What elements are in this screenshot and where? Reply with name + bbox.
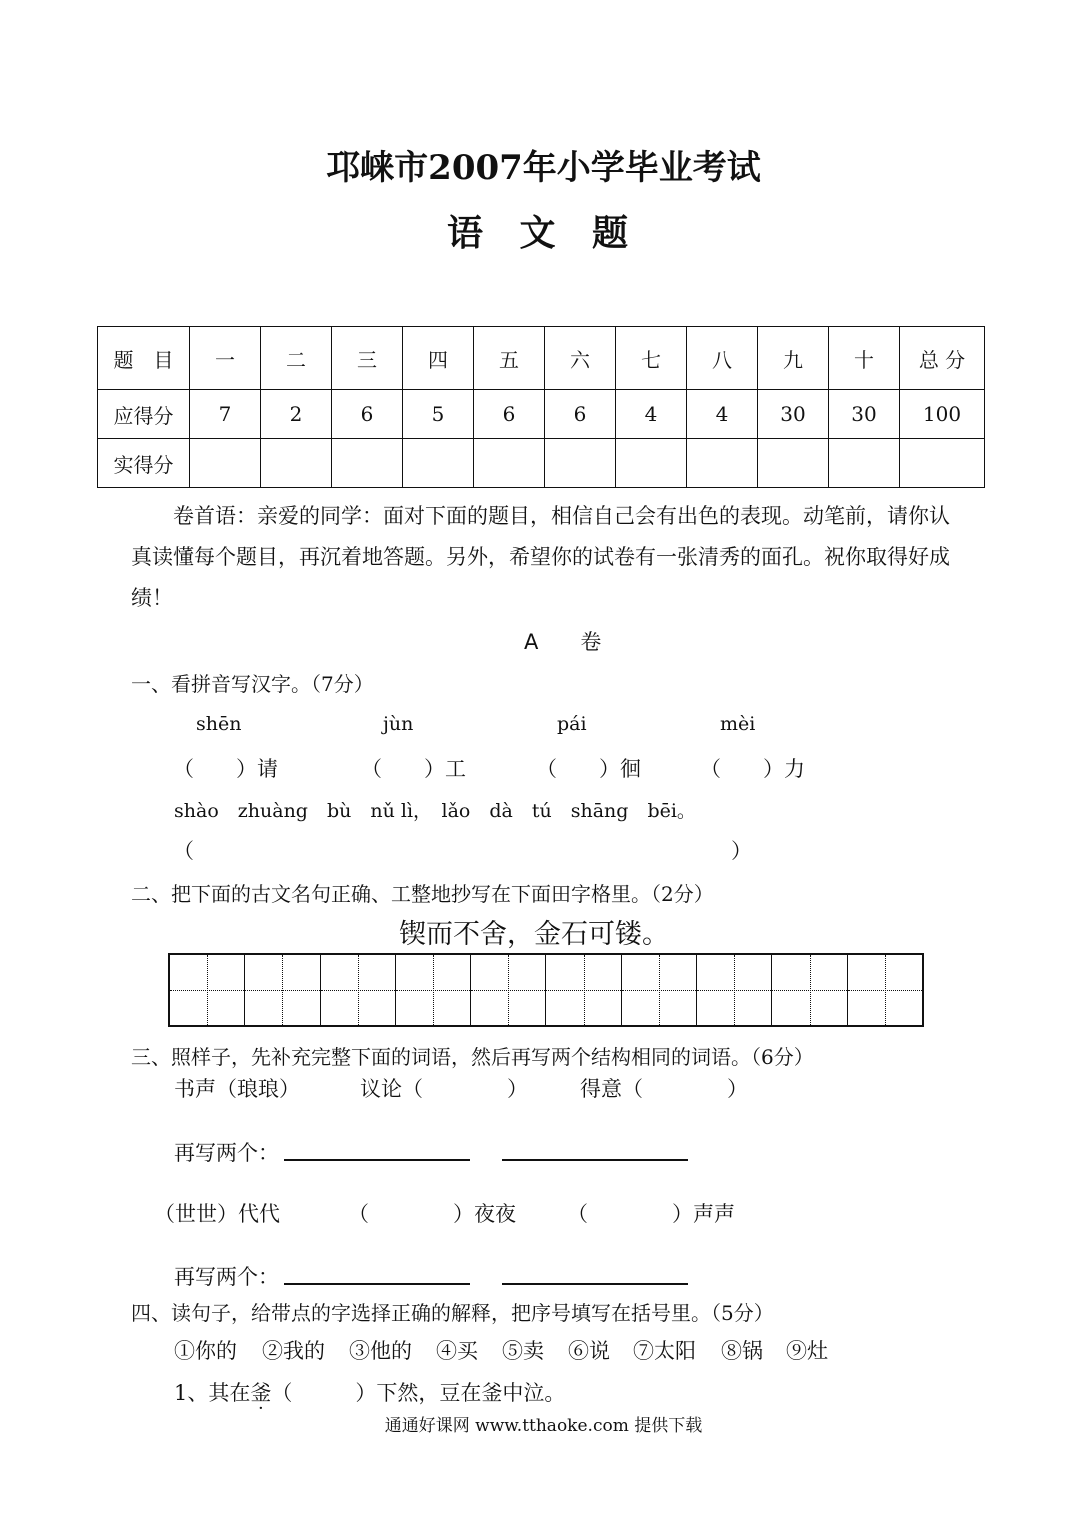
table-cell: 四	[403, 327, 474, 390]
score-entry-cell[interactable]	[190, 439, 261, 488]
table-cell: 七	[616, 327, 687, 390]
q4-item-1-prefix: 1、其在	[174, 1381, 251, 1405]
exam-subtitle: 语 文 题	[446, 212, 641, 254]
score-table	[97, 326, 985, 488]
q1-sentence-pinyin: shào zhuàng bù nǔ lì， lǎo dà tú shāng bēi。	[174, 800, 696, 822]
q3-example-1: 书声（琅琅）	[174, 1077, 300, 1101]
grid-cell[interactable]	[471, 955, 546, 1025]
q4-option: ④买	[436, 1339, 478, 1363]
q1-blank-4[interactable]: （ ）力	[700, 757, 805, 781]
q3-rewrite-label-2: 再写两个：	[174, 1265, 279, 1289]
score-entry-cell[interactable]	[261, 439, 332, 488]
table-cell: 2	[261, 390, 332, 439]
table-row-actual	[98, 439, 985, 488]
intro-paragraph: 卷首语：亲爱的同学：面对下面的题目，相信自己会有出色的表现。动笔前，请你认真读懂每个题目，再沉着地答题。另外，希望你的试卷有一张清秀的面孔。祝你取得好成绩！	[131, 504, 950, 610]
q4-item-1-suffix[interactable]: （ ）下然，豆在釜中泣。	[271, 1381, 566, 1405]
q1-blank-2[interactable]: （ ）工	[361, 757, 466, 781]
part-a-heading: A 卷	[524, 630, 602, 654]
q4-option: ⑨灶	[786, 1339, 828, 1363]
table-cell: 题 目	[98, 327, 190, 390]
score-entry-cell[interactable]	[687, 439, 758, 488]
grid-cell[interactable]	[772, 955, 847, 1025]
q1-sentence-open[interactable]: （	[173, 839, 194, 863]
table-cell: 二	[261, 327, 332, 390]
table-cell: 九	[758, 327, 829, 390]
q3-blank-2[interactable]: 得意（ ）	[580, 1077, 748, 1101]
table-row-points	[98, 390, 985, 439]
grid-cell[interactable]	[396, 955, 471, 1025]
grid-cell[interactable]	[848, 955, 922, 1025]
table-cell: 5	[403, 390, 474, 439]
table-cell: 4	[616, 390, 687, 439]
footer-text: 通通好课网 www.tthaoke.com 提供下载	[384, 1416, 703, 1436]
table-cell: 一	[190, 327, 261, 390]
exam-title: 邛崃市2007年小学毕业考试	[326, 148, 761, 188]
table-cell: 实得分	[98, 439, 190, 488]
score-entry-cell[interactable]	[332, 439, 403, 488]
table-cell: 30	[758, 390, 829, 439]
tianzige-grid[interactable]	[168, 953, 924, 1027]
answer-line[interactable]	[502, 1283, 688, 1285]
q1-pinyin-3: pái	[557, 713, 587, 735]
table-cell: 6	[474, 390, 545, 439]
q3-blank-1[interactable]: 议论（ ）	[360, 1077, 528, 1101]
score-entry-cell[interactable]	[900, 439, 985, 488]
q4-option: ③他的	[349, 1339, 412, 1363]
q1-blank-3[interactable]: （ ）徊	[536, 757, 641, 781]
table-cell: 十	[829, 327, 900, 390]
q1-sentence-close: ）	[731, 839, 752, 863]
table-cell: 五	[474, 327, 545, 390]
q4-option: ①你的	[174, 1339, 237, 1363]
grid-cell[interactable]	[245, 955, 320, 1025]
q3-blank-3[interactable]: （ ）夜夜	[348, 1202, 516, 1226]
q1-blank-1[interactable]: （ ）请	[173, 757, 278, 781]
q4-item-1	[174, 1377, 565, 1407]
table-cell: 应得分	[98, 390, 190, 439]
q3-blank-4[interactable]: （ ）声声	[567, 1202, 735, 1226]
q1-heading: 一、看拼音写汉字。（7分）	[131, 672, 374, 696]
score-entry-cell[interactable]	[474, 439, 545, 488]
q1-pinyin-1: shēn	[196, 713, 242, 735]
q1-pinyin-4: mèi	[720, 713, 756, 735]
grid-cell[interactable]	[170, 955, 245, 1025]
score-entry-cell[interactable]	[545, 439, 616, 488]
q4-heading: 四、读句子，给带点的字选择正确的解释，把序号填写在括号里。（5分）	[131, 1301, 774, 1325]
table-cell: 三	[332, 327, 403, 390]
q4-option: ②我的	[262, 1339, 325, 1363]
score-entry-cell[interactable]	[829, 439, 900, 488]
answer-line[interactable]	[502, 1159, 688, 1161]
grid-cell[interactable]	[546, 955, 621, 1025]
q3-heading: 三、照样子，先补充完整下面的词语，然后再写两个结构相同的词语。（6分）	[131, 1045, 814, 1069]
q2-quote: 锲而不舍，金石可镂。	[399, 919, 669, 950]
answer-line[interactable]	[284, 1283, 470, 1285]
table-cell: 100	[900, 390, 985, 439]
table-cell: 7	[190, 390, 261, 439]
table-cell: 八	[687, 327, 758, 390]
q4-item-1-dotted-char: 釜	[250, 1381, 272, 1405]
q2-heading: 二、把下面的古文名句正确、工整地抄写在下面田字格里。（2分）	[131, 882, 714, 906]
q4-option: ⑧锅	[721, 1339, 763, 1363]
answer-line[interactable]	[284, 1159, 470, 1161]
table-cell: 6	[332, 390, 403, 439]
grid-cell[interactable]	[321, 955, 396, 1025]
q4-option: ⑦太阳	[633, 1339, 696, 1363]
q4-option: ⑥说	[568, 1339, 610, 1363]
q1-pinyin-2: jùn	[383, 713, 414, 735]
grid-cell[interactable]	[622, 955, 697, 1025]
table-cell: 30	[829, 390, 900, 439]
score-entry-cell[interactable]	[758, 439, 829, 488]
table-cell: 六	[545, 327, 616, 390]
score-entry-cell[interactable]	[616, 439, 687, 488]
table-cell: 总 分	[900, 327, 985, 390]
q3-rewrite-label-1: 再写两个：	[174, 1141, 279, 1165]
grid-cell[interactable]	[697, 955, 772, 1025]
q4-option: ⑤卖	[502, 1339, 544, 1363]
q3-example-2: （世世）代代	[154, 1202, 280, 1226]
table-cell: 4	[687, 390, 758, 439]
table-cell: 6	[545, 390, 616, 439]
table-row-header	[98, 327, 985, 390]
score-entry-cell[interactable]	[403, 439, 474, 488]
